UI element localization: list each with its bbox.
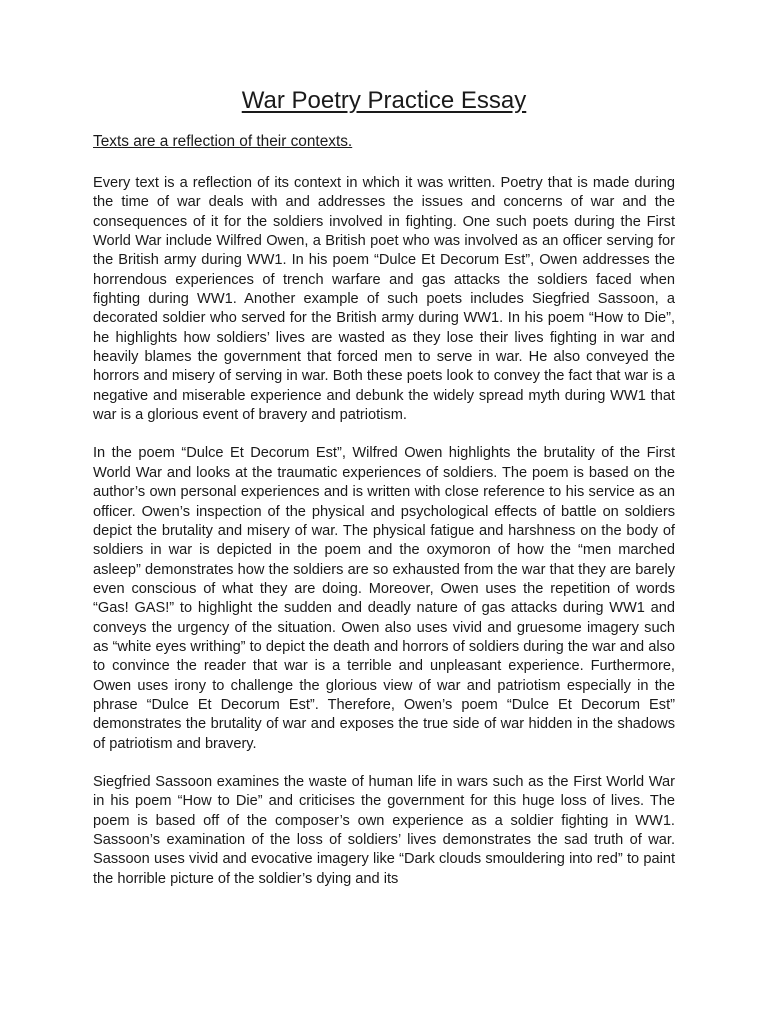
- paragraph-owen: In the poem “Dulce Et Decorum Est”, Wilfred Owen highlights the brutality of the First World War and looks at the traumatic experiences of soldiers. The poem is based on the author’s own personal experiences and is written with close reference to his service as an officer. Owen’s inspection of the physical and psychological effects of battle on soldiers depict the brutality and misery of war. The physical fatigue and harshness on the body of soldiers in war is depicted in the poem and the oxymoron of how the “men marched asleep” demonstrates how the soldiers are so exhausted from the war that they are barely even conscious of what they are doing. Moreover, Owen uses the repetition of words “Gas! GAS!” to highlight the sudden and deadly nature of gas attacks during WW1 and conveys the urgency of the situation. Owen also uses vivid and gruesome imagery such as “white eyes writhing” to depict the death and horrors of soldiers during the war and also to convince the reader that war is a terrible and unpleasant experience. Furthermore, Owen uses irony to challenge the glorious view of war and patriotism especially in the phrase “Dulce Et Decorum Est”. Therefore, Owen’s poem “Dulce Et Decorum Est” demonstrates the brutality of war and exposes the true side of war hidden in the shadows of patriotism and bravery.: [93, 445, 675, 752]
- essay-subtitle: Texts are a reflection of their contexts.: [93, 133, 353, 150]
- page-title: War Poetry Practice Essay: [241, 87, 527, 114]
- paragraph-sassoon: Siegfried Sassoon examines the waste of human life in wars such as the First World War in his poem “How to Die” and criticises the government for this huge loss of lives. The poem is based off of the composer’s own experience as a soldier fighting in WW1. Sassoon’s examination of the loss of soldiers’ lives demonstrates the sad truth of war. Sassoon uses vivid and evocative imagery like “Dark clouds smouldering into red” to paint the horrible picture of the soldier’s dying and its: [93, 773, 675, 887]
- essay-page: [93, 84, 675, 889]
- paragraph-introduction: Every text is a reflection of its context in which it was written. Poetry that is made during the time of war deals with and addresses the issues and concerns of war and the consequences of it for the soldiers involved in fighting. One such poets during the First World War include Wilfred Owen, a British poet who was involved as an officer serving for the British army during WW1. In his poem “Dulce Et Decorum Est”, Owen addresses the horrendous experiences of trench warfare and gas attacks the soldiers faced when fighting during WW1. Another example of such poets includes Siegfried Sassoon, a decorated soldier who served for the British army during WW1. In his poem “How to Die”, he highlights how soldiers’ lives are wasted as they lose their lives fighting in war and heavily blames the government that forced men to serve in war. He also conveyed the horrors and misery of serving in war. Both these poets look to convey the fact that war is a negative and miserable experience and debunk the widely spread myth during WW1 that war is a glorious event of bravery and patriotism.: [93, 175, 675, 424]
